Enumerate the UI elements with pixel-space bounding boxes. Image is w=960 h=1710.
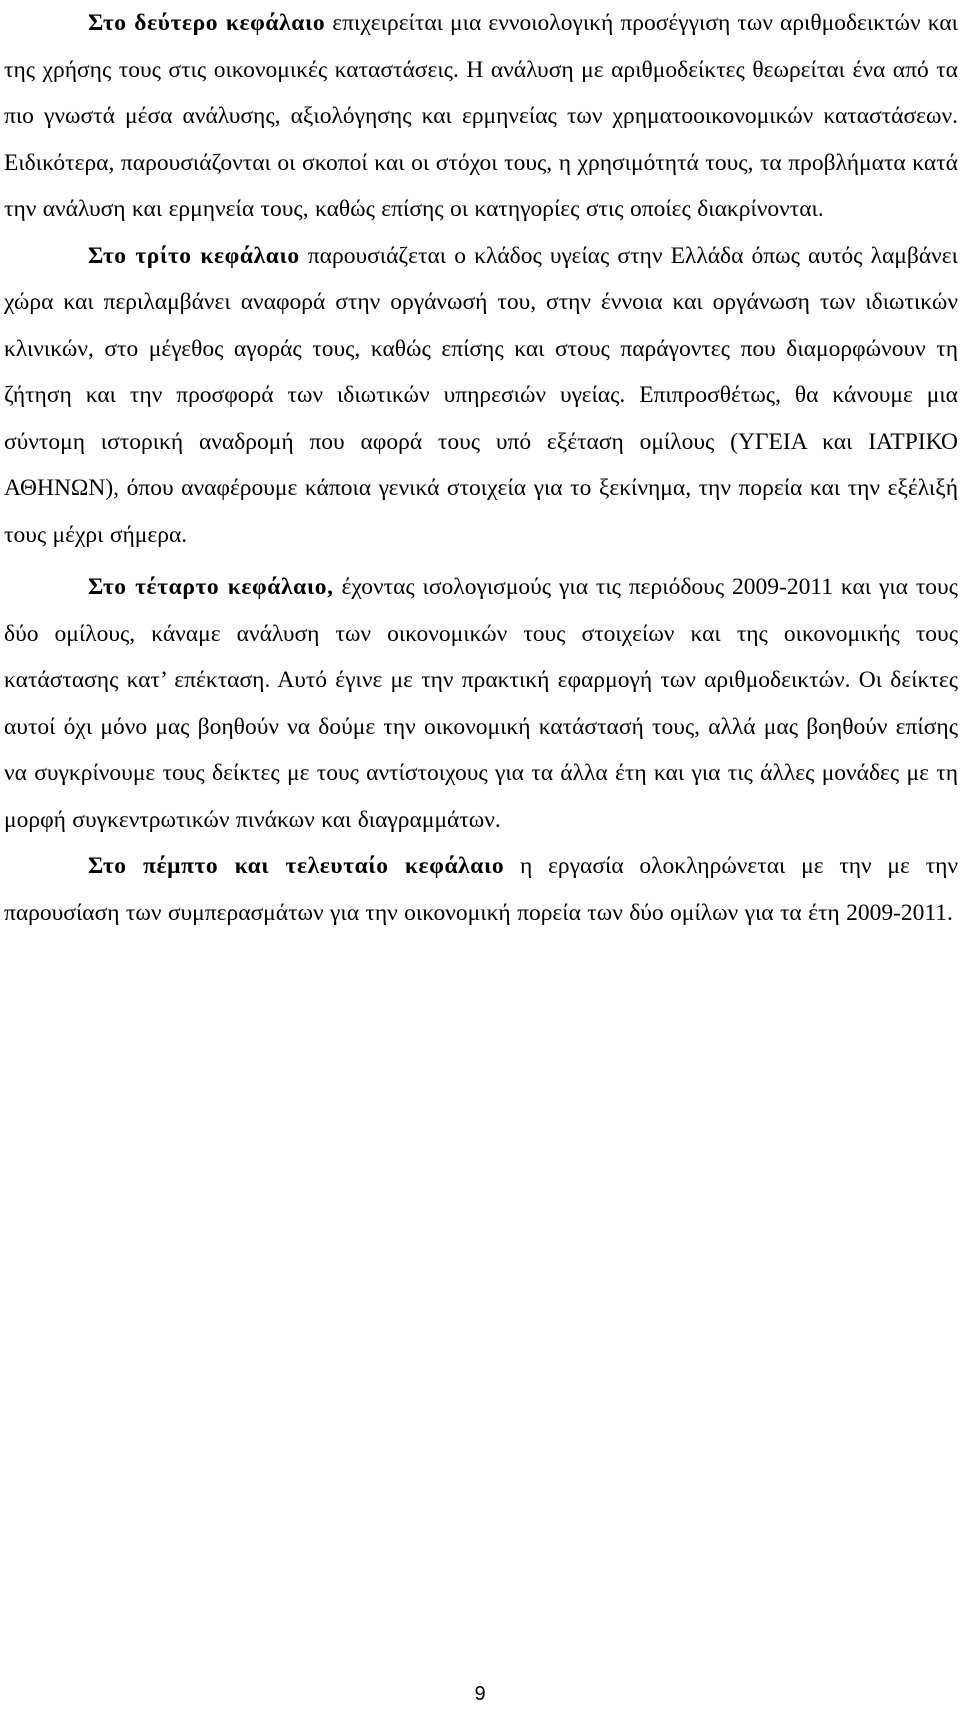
paragraph-text: η εργασία ολοκληρώνεται με την με την παρουσίαση των συμπερασμάτων για την οικονομική πορεία των δύο ομίλων για τα έτη 2009-2011. [4, 853, 958, 926]
paragraph-text: επιχειρείται μια εννοιολογική προσέγγιση των αριθμοδεικτών και της χρήσης τους στις οικονομικές καταστάσεις. Η ανάλυση με αριθμοδείκτες θεωρείται ένα από τα πιο γνωστά μέσα ανάλυσης, αξιολόγησης και ερμηνείας των χρηματοοικονομικών καταστάσεων. Ειδικότερα, παρουσιάζονται οι σκοποί και οι στόχοι τους, η χρησιμότητά τους, τα προβλήματα κατά την ανάλυση και ερμηνεία τους, καθώς επίσης οι κατηγορίες στις οποίες διακρίνονται. [4, 10, 958, 222]
paragraph-chapter-5 [4, 843, 958, 936]
paragraph-lead: Στο πέμπτο και τελευταίο κεφάλαιο [88, 853, 505, 879]
paragraph-text: έχοντας ισολογισμούς για τις περιόδους 2009-2011 και για τους δύο ομίλους, κάναμε ανάλυση των οικονομικών τους στοιχείων και της οικονομικής τους κατάστασης κατ’ επέκταση. Αυτό έγινε με την πρακτική εφαρμογή των αριθμοδεικτών. Οι δείκτες αυτοί όχι μόνο μας βοηθούν να δούμε την οικονομική κατάστασή τους, αλλά μας βοηθούν επίσης να συγκρίνουμε τους δείκτες με τους αντίστοιχους για τα άλλα έτη και για τις άλλες μονάδες με τη μορφή συγκεντρωτικών πινάκων και διαγραμμάτων. [4, 574, 958, 833]
paragraph-chapter-3 [4, 233, 958, 559]
paragraph-text: παρουσιάζεται ο κλάδος υγείας στην Ελλάδα όπως αυτός λαμβάνει χώρα και περιλαμβάνει αναφορά στην οργάνωσή του, στην έννοια και οργάνωση των ιδιωτικών κλινικών, στο μέγεθος αγοράς τους, καθώς επίσης και στους παράγοντες που διαμορφώνουν τη ζήτηση και την προσφορά των ιδιωτικών υπηρεσιών υγείας. Επιπροσθέτως, θα κάνουμε μια σύντομη ιστορική αναδρομή που αφορά τους υπό εξέταση ομίλους (ΥΓΕΙΑ και ΙΑΤΡΙΚΟ ΑΘΗΝΩΝ), όπου αναφέρουμε κάποια γενικά στοιχεία για το ξεκίνημα, την πορεία και την εξέλιξή τους μέχρι σήμερα. [4, 242, 958, 548]
page-number: 9 [474, 1683, 486, 1705]
paragraph-chapter-4 [4, 564, 958, 843]
paragraph-lead: Στο τέταρτο κεφάλαιο, [88, 574, 334, 600]
body-text [4, 0, 958, 936]
paragraph-lead: Στο τρίτο κεφάλαιο [88, 242, 300, 269]
paragraph-chapter-2 [4, 0, 958, 233]
paragraph-lead: Στο δεύτερο κεφάλαιο [88, 10, 326, 36]
